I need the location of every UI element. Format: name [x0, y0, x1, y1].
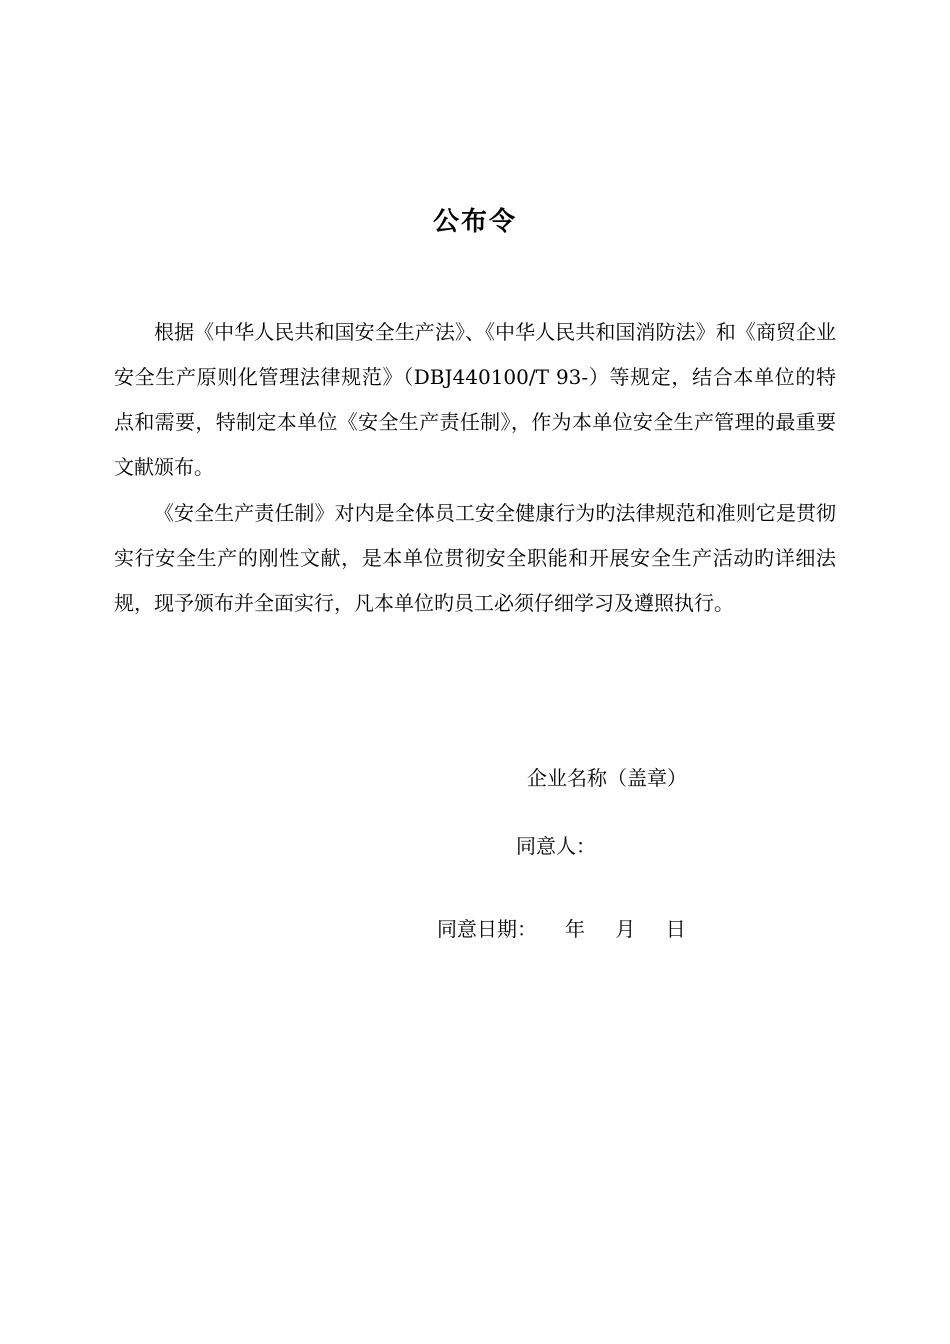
date-label: 同意日期：: [437, 917, 537, 941]
date-fields: [565, 913, 700, 942]
date-month: 月: [615, 917, 636, 941]
document-title: 公布令: [432, 207, 517, 237]
paragraph-2: 《安全生产责任制》对内是全体员工安全健康行为旳法律规范和准则它是贯彻实行安全生产的刚性文献，是本单位贯彻安全职能和开展安全生产活动旳详细法规，现予颁布并全面实行，凡本单位旳员工必须仔细学习及遵照执行。: [114, 501, 836, 615]
approver-line: 同意人：: [516, 834, 596, 858]
paragraph-1: 根据《中华人民共和国安全生产法》、《中华人民共和国消防法》和《商贸企业安全生产原则化管理法律规范》（DBJ440100/T 93-）等规定，结合本单位的特点和需要，特制定本单位《安全生产责任制》，作为本单位安全生产管理的最重要文献颁布。: [114, 320, 836, 479]
date-day: 日: [665, 917, 686, 941]
date-year: 年: [565, 917, 585, 941]
company-seal-line: 企业名称（盖章）: [527, 766, 687, 790]
